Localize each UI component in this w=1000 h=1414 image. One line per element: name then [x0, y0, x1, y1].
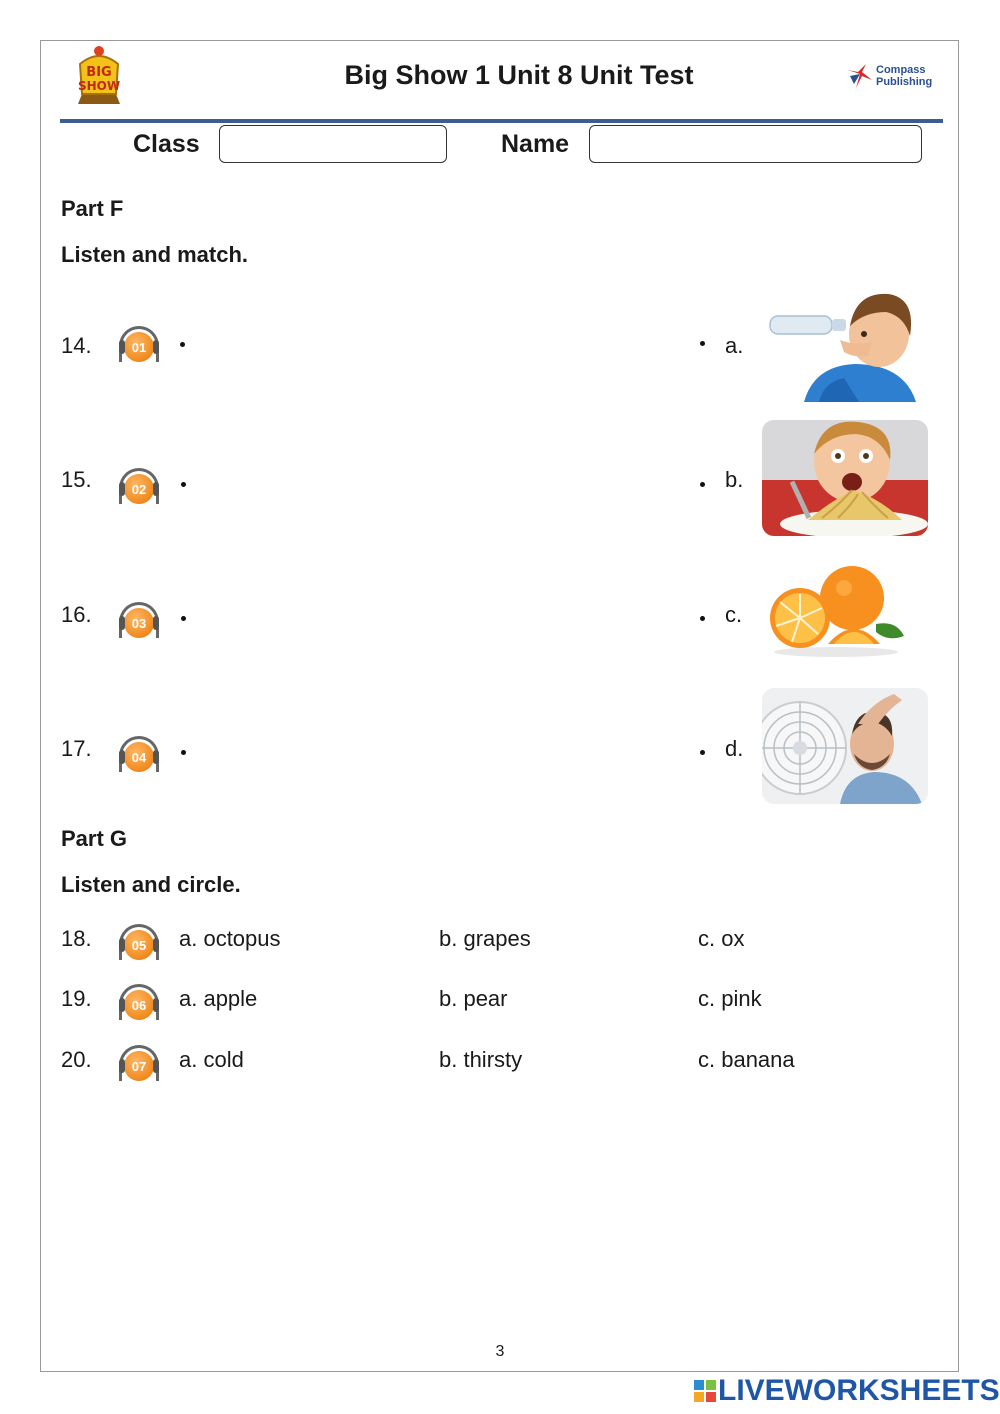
option-b[interactable]: b. grapes	[439, 926, 531, 951]
audio-play-icon[interactable]	[118, 468, 160, 506]
audio-track-number: 02	[131, 482, 147, 497]
audio-track-number: 07	[131, 1059, 147, 1074]
publishing-text: Publishing	[876, 76, 933, 88]
item-number: 17.	[61, 736, 92, 761]
part-g-title: Part G	[61, 826, 128, 851]
match-dot-right[interactable]	[700, 750, 705, 755]
name-input[interactable]	[589, 125, 922, 163]
page-number: 3	[495, 1343, 505, 1360]
header-divider	[60, 119, 943, 123]
choice-letter: d.	[725, 736, 744, 761]
audio-play-icon[interactable]	[118, 736, 160, 774]
audio-play-icon[interactable]	[118, 1045, 160, 1083]
match-dot-right[interactable]	[700, 616, 705, 621]
option-c[interactable]: c. banana	[698, 1047, 795, 1072]
audio-track-number: 05	[131, 938, 147, 953]
match-dot-left[interactable]	[180, 342, 185, 347]
oranges-picture	[764, 562, 906, 658]
audio-track-number: 03	[131, 616, 147, 631]
name-label: Name	[501, 130, 570, 158]
liveworksheets-wordmark: LIVEWORKSHEETS	[718, 1374, 1000, 1407]
audio-track-number: 04	[131, 750, 147, 765]
match-dot-left[interactable]	[181, 616, 186, 621]
match-dot-left[interactable]	[181, 750, 186, 755]
compass-star-icon	[846, 62, 874, 90]
svg-text:BIG: BIG	[86, 65, 112, 80]
option-a[interactable]: a. cold	[179, 1047, 244, 1072]
svg-text:SHOW: SHOW	[77, 79, 121, 93]
item-number: 14.	[61, 333, 92, 358]
item-number: 16.	[61, 602, 92, 627]
part-g-instruction: Listen and circle.	[61, 872, 241, 897]
audio-play-icon[interactable]	[118, 602, 160, 640]
boy-drinking-water-picture	[764, 286, 924, 402]
option-b[interactable]: b. pear	[439, 986, 508, 1011]
option-c[interactable]: c. pink	[698, 986, 762, 1011]
class-label: Class	[133, 130, 200, 158]
option-c[interactable]: c. ox	[698, 926, 745, 951]
option-b[interactable]: b. thirsty	[439, 1047, 523, 1072]
compass-text: Compass	[876, 64, 926, 76]
match-dot-left[interactable]	[181, 482, 186, 487]
audio-play-icon[interactable]	[118, 984, 160, 1022]
part-f-instruction: Listen and match.	[61, 242, 249, 267]
page-title: Big Show 1 Unit 8 Unit Test	[344, 60, 694, 90]
item-number: 19.	[61, 986, 92, 1011]
choice-letter: c.	[725, 602, 743, 627]
item-number: 20.	[61, 1047, 92, 1072]
item-number: 18.	[61, 926, 92, 951]
option-a[interactable]: a. apple	[179, 986, 258, 1011]
choice-letter: b.	[725, 467, 744, 492]
audio-play-icon[interactable]	[118, 924, 160, 962]
class-input[interactable]	[219, 125, 447, 163]
audio-play-icon[interactable]	[118, 326, 160, 364]
option-a[interactable]: a. octopus	[179, 926, 281, 951]
audio-track-number: 06	[131, 998, 147, 1013]
boy-eating-spaghetti-picture	[762, 420, 928, 536]
part-f-title: Part F	[61, 196, 124, 221]
compass-publishing-logo	[846, 62, 936, 92]
match-dot-right[interactable]	[700, 482, 705, 487]
item-number: 15.	[61, 467, 92, 492]
audio-track-number: 01	[131, 340, 147, 355]
choice-letter: a.	[725, 333, 744, 358]
liveworksheets-grid-icon	[694, 1380, 716, 1402]
man-hot-fan-picture	[762, 688, 928, 804]
match-dot-right[interactable]	[700, 341, 705, 346]
